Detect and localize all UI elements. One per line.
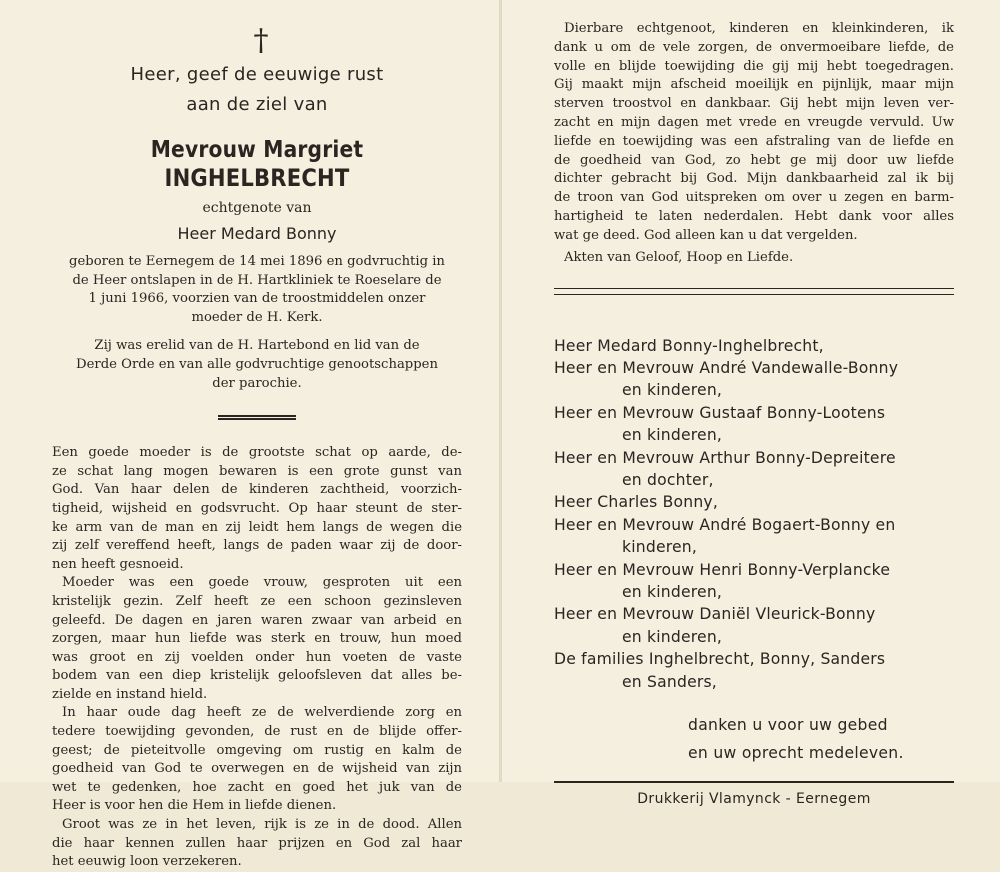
- cross-symbol: †: [253, 23, 269, 58]
- thanks-line: danken u voor uw gebed: [688, 716, 888, 735]
- text-line: was groot en zij voelden onder hun voeten de vaste: [52, 649, 462, 665]
- text-line: Een goede moeder is de grootste schat op aarde, de-: [52, 445, 462, 461]
- text-line: het eeuwig loon verzekeren.: [52, 854, 242, 870]
- family-line: en kinderen,: [622, 583, 723, 602]
- text-line: de Heer ontslapen in de H. Hartkliniek te Roeselare de: [72, 272, 442, 288]
- invocation-line-2: aan de ziel van: [186, 94, 328, 115]
- deceased-name: [77, 136, 438, 193]
- text-line: dichter gebracht bij God. Mijn dankbaarheid zal ik bij: [554, 171, 954, 187]
- text-line: Derde Orde en van alle godvruchtige genootschappen: [76, 356, 438, 372]
- text-line: 1 juni 1966, voorzien van de troostmiddelen onzer: [88, 291, 426, 307]
- text-line: wet te gedenken, hoe zacht en goed het juk van de: [52, 779, 462, 795]
- family-line: Heer en Mevrouw Gustaaf Bonny-Lootens: [554, 403, 886, 422]
- thanks-block: [554, 711, 954, 767]
- family-line: Heer en Mevrouw André Bogaert-Bonny en: [554, 515, 896, 534]
- text-line: dank u om de vele zorgen, de onvermoeibare liefde, de: [554, 39, 954, 55]
- text-line: volle en blijde toewijding die gij mij hebt toegedragen.: [554, 58, 954, 74]
- text-line: zij zelf vereffend heeft, langs de paden waar zij de door-: [52, 538, 462, 554]
- double-rule: [554, 288, 954, 295]
- text-line: ze schat lang mogen bewaren is een grote gunst van: [52, 463, 462, 479]
- family-line: Heer Charles Bonny,: [554, 493, 719, 512]
- right-page: [502, 0, 1000, 808]
- text-line: geleefd. De dagen en jaren waren zwaar van arbeid en: [52, 612, 462, 628]
- farewell-paragraph: [554, 20, 954, 246]
- family-line: kinderen,: [622, 538, 698, 557]
- body-paragraph-1: [52, 444, 462, 574]
- family-line: Heer Medard Bonny-Inghelbrecht,: [554, 336, 824, 355]
- text-line: liefde en toewijding was een afstraling van de liefde en: [554, 133, 954, 149]
- rule-line: [554, 288, 954, 289]
- text-line: wat ge deed. God alleen kan u dat vergelden.: [554, 227, 858, 243]
- text-line: goedheid van God te overwegen en de wijsheid van zijn: [52, 761, 462, 777]
- text-line: God. Van haar delen de kinderen zachtheid, voorzich-: [52, 482, 462, 498]
- text-line: kristelijk gezin. Zelf heeft ze een schoon gezinsleven: [52, 593, 462, 609]
- text-line: moeder de H. Kerk.: [191, 309, 323, 325]
- text-line: geboren te Eernegem de 14 mei 1896 en godvruchtig in: [69, 254, 445, 269]
- family-line: en kinderen,: [622, 426, 723, 445]
- text-line: zorgen, maar hun liefde was sterk en trouw, hun moed: [52, 631, 462, 647]
- text-line: de goedheid van God, zo hebt ge mij door uw liefde: [554, 152, 954, 168]
- text-line: Heer is voor hen die Hem in liefde dienen.: [52, 798, 337, 814]
- spouse-name: Heer Medard Bonny: [177, 224, 337, 243]
- left-page: [0, 0, 500, 870]
- family-line: Heer en Mevrouw Arthur Bonny-Depreitere: [554, 448, 896, 467]
- text-line: Gij maakt mijn afscheid moeilijk en pijnlijk, maar mijn: [554, 77, 954, 93]
- text-line: bodem van een diep kristelijk geloofsleven dat alles be-: [52, 668, 462, 684]
- text-line: Moeder was een goede vrouw, gesproten uit een: [62, 575, 462, 591]
- body-paragraph-3: [52, 704, 462, 816]
- text-line: Zij was erelid van de H. Hartebond en lid van de: [94, 338, 420, 354]
- text-line: In haar oude dag heeft ze de welverdiende zorg en: [62, 705, 462, 721]
- family-line: Heer en Mevrouw Henri Bonny-Verplancke: [554, 560, 891, 579]
- family-line: en Sanders,: [622, 672, 717, 691]
- family-line: en kinderen,: [622, 627, 723, 646]
- name-prefix: Mevrouw Margriet: [150, 137, 364, 163]
- body-paragraph-2: [52, 574, 462, 704]
- spouse-intro: echtgenote van: [202, 200, 312, 216]
- text-line: nen heeft gesnoeid.: [52, 556, 184, 572]
- birth-death-paragraph: [52, 253, 462, 327]
- text-line: der parochie.: [212, 375, 302, 391]
- text-line: Groot was ze in het leven, rijk is ze in de dood. Allen: [62, 817, 462, 833]
- family-line: Heer en Mevrouw André Vandewalle-Bonny: [554, 358, 899, 377]
- text-line: die haar kennen zullen haar prijzen en God zal haar: [52, 835, 462, 851]
- membership-paragraph: [52, 337, 462, 393]
- text-line: Dierbare echtgenoot, kinderen en kleinkinderen, ik: [564, 21, 954, 36]
- family-line: en dochter,: [622, 471, 714, 489]
- text-line: zielde en instand hield.: [52, 686, 208, 702]
- name-surname: INGHELBRECHT: [164, 164, 350, 192]
- body-paragraph-4: [52, 816, 462, 872]
- family-line: De families Inghelbrecht, Bonny, Sanders: [554, 650, 886, 669]
- thanks-line: en uw oprecht medeleven.: [688, 744, 904, 763]
- text-line: geest; de pieteitvolle omgeving om rustig en kalm de: [52, 742, 462, 758]
- invocation-line-1: Heer, geef de eeuwige rust: [130, 64, 384, 85]
- text-line: zacht en mijn dagen met vrede en vreugde vervuld. Uw: [554, 114, 954, 130]
- rule-line: [554, 294, 954, 295]
- text-line: tigheid, wijsheid en godsvrucht. Op haar steunt de ster-: [52, 500, 462, 516]
- text-line: sterven troostvol en dankbaar. Gij hebt mijn leven ver-: [554, 96, 954, 112]
- family-line: en kinderen,: [622, 381, 723, 400]
- printer-credit: Drukkerij Vlamynck - Eernegem: [637, 791, 871, 808]
- divider-ornament: [218, 415, 296, 420]
- text-line: de troon van God uitspreken om over u zegen en barm-: [554, 190, 954, 206]
- text-line: ke arm van de man en zij leidt hem langs de wegen die: [52, 519, 462, 535]
- family-list: [554, 335, 954, 694]
- text-line: hartigheid te laten nederdalen. Hebt dank voor alles: [554, 208, 954, 224]
- family-line: Heer en Mevrouw Daniël Vleurick-Bonny: [554, 605, 876, 624]
- text-line: tedere toewijding gevonden, de rust en de blijde offer-: [52, 724, 462, 740]
- bottom-rule: [554, 781, 954, 783]
- acts-line: Akten van Geloof, Hoop en Liefde.: [564, 249, 794, 265]
